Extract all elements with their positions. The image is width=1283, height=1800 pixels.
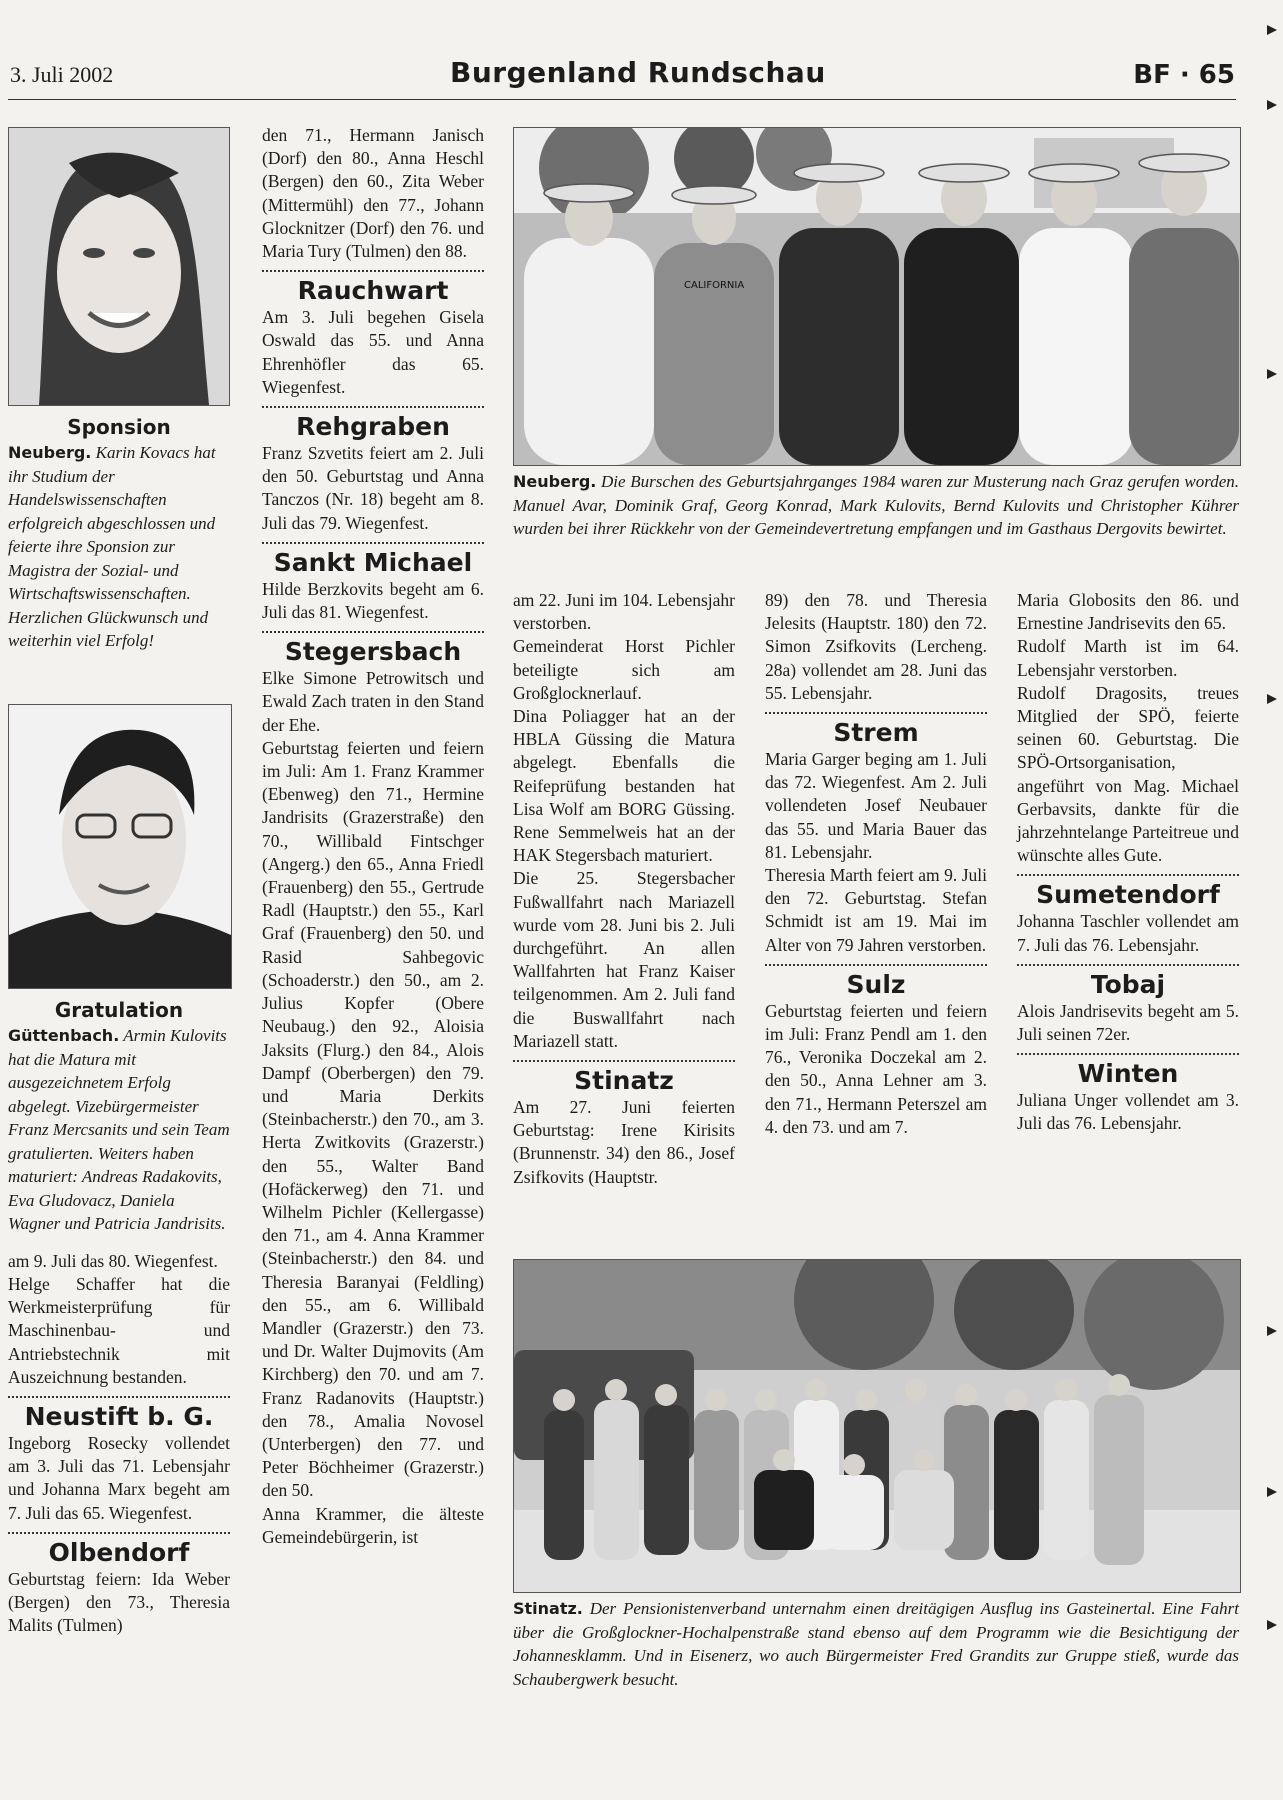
paragraph: Maria Globosits den 86. und Ernestine Jandrisevits den 65. xyxy=(1017,590,1239,634)
section-heading-sponsion: Sponsion xyxy=(67,415,171,439)
section-heading-tobaj: Tobaj xyxy=(1090,969,1166,999)
section-heading-stegersbach: Stegersbach xyxy=(284,637,462,667)
paragraph: 89) den 78. und Theresia Jelesits (Hauptstr. 180) den 72. Simon Zsifkovits (Lercheng. 28a) vollendet am 28. Juni das 55. Lebensjahr. xyxy=(765,590,987,703)
paragraph: Geburtstag feiern: Ida Weber (Bergen) den 73., Theresia Malits (Tulmen) xyxy=(8,1568,230,1636)
paragraph: Rudolf Marth ist im 64. Lebensjahr verstorben. xyxy=(1017,636,1239,680)
dotted-separator xyxy=(765,964,987,966)
section-heading-sumetendorf: Sumetendorf xyxy=(1036,880,1220,910)
paragraph: Theresia Marth feiert am 9. Juli den 72. Geburtstag. Stefan Schmidt ist am 19. Mai im Alter von 79 Jahren verstorben. xyxy=(765,865,987,955)
dotted-separator xyxy=(765,712,987,714)
dotted-separator xyxy=(8,1396,230,1398)
paragraph: Gemeinderat Horst Pichler beteiligte sich am Großglocknerlauf. xyxy=(513,636,735,703)
margin-marker xyxy=(1267,1620,1277,1630)
dotted-separator xyxy=(513,1060,735,1062)
paragraph: Hilde Berzkovits begeht am 6. Juli das 81. Wiegenfest. xyxy=(262,578,484,623)
header-rule xyxy=(8,99,1236,100)
dotted-separator xyxy=(1017,874,1239,876)
paragraph: Elke Simone Petrowitsch und Ewald Zach traten in den Stand der Ehe. xyxy=(262,668,484,735)
section-heading-rauchwart: Rauchwart xyxy=(297,276,449,306)
dotted-separator xyxy=(8,1532,230,1534)
dotted-separator xyxy=(262,542,484,544)
dotted-separator xyxy=(1017,1053,1239,1055)
portrait-karin-kovacs xyxy=(8,127,230,406)
paragraph: Anna Krammer, die älteste Gemeindebürgerin, ist xyxy=(262,1503,484,1547)
section-heading-sankt-michael: Sankt Michael xyxy=(273,547,473,577)
issue-date: 3. Juli 2002 xyxy=(10,62,114,87)
photo-stinatz-pensioners xyxy=(513,1259,1241,1593)
caption-place: Güttenbach. xyxy=(8,1026,120,1046)
dotted-separator xyxy=(262,631,484,633)
paragraph: am 22. Juni im 104. Lebensjahr verstorben. xyxy=(513,590,735,634)
section-heading-stinatz: Stinatz xyxy=(574,1066,674,1096)
section-heading-rehgraben: Rehgraben xyxy=(296,412,450,442)
margin-marker xyxy=(1267,1487,1277,1497)
paragraph: Geburtstag feierten und feiern im Juli: Am 1. Franz Krammer (Ebenweg) den 71., Hermine Jandrisits (Grazerstraße) den 70., Willibald Fintschger (Angerg.) den 65., Anna Friedl (Frauenberg) den 55., Gertrude Radl (Hauptstr.) den 55., Karl Graf (Frauenberg) den 50. und Rasid Sahbegovic (Schoaderstr.) den 50., am 2. Julius Kopfer (Obere Neubaug.) den 92., Aloisia Jaksits (Flurg.) den 84., Alois Dampf (Oberbergen) den 79. und Maria Derkits (Steinbacherstr.) den 70., am 3. Herta Zwitkovits (Grazerstr.) den 55., Walter Band (Hofäckerweg) den 71. und Wilhelm Pichler (Kellergasse) den 71., am 4. Anna Krammer (Steinbacherstr.) den 84. und Theresia Baranyai (Feldling) den 55., am 6. Willibald Mandler (Grazerstr.) den 73. und Dr. Walter Dujmovits (Am Kirchberg) den 70. und am 7. Franz Radanovits (Hauptstr.) den 78., Amalia Novosel (Unterbergen) den 77. und Peter Böchheimer (Grazerstr.) den 50. xyxy=(262,737,484,1501)
paragraph: Alois Jandrisevits begeht am 5. Juli seinen 72er. xyxy=(1017,1000,1239,1045)
margin-marker xyxy=(1267,694,1277,704)
caption-text: Die Burschen des Geburtsjahrganges 1984 waren zur Musterung nach Graz gerufen worden. Manuel Avar, Dominik Graf, Georg Konrad, Mark Kulovits, Bernd Kulovits und Christopher Kührer wurden bei ihrer Rückkehr von der Gemeindevertretung empfangen und im Gasthaus Dergovits bewirtet. xyxy=(513,472,1240,538)
page-number: BF · 65 xyxy=(1133,60,1235,90)
section-heading-winten: Winten xyxy=(1077,1059,1179,1089)
section-heading-gratulation: Gratulation xyxy=(54,998,184,1022)
margin-marker xyxy=(1267,25,1277,35)
paragraph: Helge Schaffer hat die Werkmeisterprüfung für Maschinenbau- und Antriebstechnik mit Auszeichnung bestanden. xyxy=(8,1273,230,1387)
section-heading-neustift: Neustift b. G. xyxy=(24,1401,214,1431)
caption-place: Neuberg. xyxy=(8,443,92,463)
dotted-separator xyxy=(262,270,484,272)
section-heading-sulz: Sulz xyxy=(846,969,906,999)
paragraph: Johanna Taschler vollendet am 7. Juli das 76. Lebensjahr. xyxy=(1017,911,1239,955)
caption-text: Der Pensionistenverband unternahm einen dreitägigen Ausflug ins Gasteinertal. Eine Fahrt über die Großglockner-Hochalpenstraße stand ebenso auf dem Programm wie die Besichtigung der Johannesklamm. Und in Eisenerz, wo auch Bürgermeister Fred Grandits zur Gruppe stieß, wurde das Schaubergwerk besucht. xyxy=(513,1599,1239,1689)
paragraph: Geburtstag feierten und feiern im Juli: Franz Pendl am 1. den 76., Veronika Doczekal am 2. den 50., Anna Lehner am 3. den 71., Hermann Peterszel am 4. den 73. und am 7. xyxy=(765,1000,987,1137)
paragraph: Die 25. Stegersbacher Fußwallfahrt nach Mariazell wurde vom 28. Juni bis 2. Juli durchgeführt. An allen Wallfahrten hat Franz Kaiser teilgenommen. Am 2. Juli fand die Buswallfahrt nach Mariazell statt. xyxy=(513,868,735,1051)
paragraph: Am 3. Juli begehen Gisela Oswald das 55. und Anna Ehrenhöfler das 65. Wiegenfest. xyxy=(262,307,484,397)
dotted-separator xyxy=(262,406,484,408)
caption-place: Neuberg. xyxy=(513,472,597,491)
margin-marker xyxy=(1267,1326,1277,1336)
photo-neuberg-youths xyxy=(513,127,1241,466)
section-heading-strem: Strem xyxy=(833,718,919,748)
paragraph: Am 27. Juni feierten Geburtstag: Irene Kirisits (Brunnenstr. 34) den 86., Josef Zsifkovits (Hauptstr. xyxy=(513,1097,735,1187)
shirt-print: CALIFORNIA xyxy=(684,280,745,291)
paragraph: Rudolf Dragosits, treues Mitglied der SPÖ, feierte seinen 60. Geburtstag. Die SPÖ-Ortsorganisation, angeführt von Mag. Michael Gerbavsits, dankte für die jahrzehntelange Parteitreue und wünschte alles Gute. xyxy=(1017,682,1239,866)
paragraph: den 71., Hermann Janisch (Dorf) den 80., Anna Heschl (Bergen) den 60., Zita Weber (Mittermühl) den 77., Johann Glocknitzer (Dorf) den 76. und Maria Tury (Tulmen) den 88. xyxy=(262,125,484,262)
paragraph: Maria Garger beging am 1. Juli das 72. Wiegenfest. Am 2. Juli vollendeten Josef Neubauer das 55. und Maria Bauer das 81. Lebensjahr. xyxy=(765,749,987,862)
caption-text: Karin Kovacs hat ihr Studium der Handelswissenschaften erfolgreich abgeschlossen und feierte ihre Sponsion zur Magistra der Sozial- und Wirtschaftswissenschaften. Herzlichen Glückwunsch und weiterhin viel Erfolg! xyxy=(8,443,216,651)
margin-marker xyxy=(1267,369,1277,379)
dotted-separator xyxy=(1017,964,1239,966)
caption-place: Stinatz. xyxy=(513,1599,583,1618)
paragraph: Dina Poliagger hat an der HBLA Güssing die Matura abgelegt. Ebenfalls die Reifeprüfung bestanden hat Lisa Wolf am BORG Güssing. Rene Semmelweis hat an der HAK Stegersbach maturiert. xyxy=(513,706,735,866)
paragraph: Juliana Unger vollendet am 3. Juli das 76. Lebensjahr. xyxy=(1017,1090,1239,1134)
caption-text: Armin Kulovits hat die Matura mit ausgezeichnetem Erfolg abgelegt. Vizebürgermeister Franz Mercsanits und sein Team gratulierten. Weiters haben maturiert: Andreas Radakovits, Eva Gludovacz, Daniela Wagner und Patricia Jandrisits. xyxy=(8,1026,230,1234)
portrait-armin-kulovits xyxy=(8,704,232,989)
paragraph: am 9. Juli das 80. Wiegenfest. xyxy=(8,1250,218,1271)
section-heading-olbendorf: Olbendorf xyxy=(48,1537,190,1567)
newspaper-title: Burgenland Rundschau xyxy=(450,56,826,89)
paragraph: Franz Szvetits feiert am 2. Juli den 50. Geburtstag und Anna Tanczos (Nr. 18) begeht am 8. Juli das 79. Wiegenfest. xyxy=(262,443,484,533)
paragraph: Ingeborg Rosecky vollendet am 3. Juli das 71. Lebensjahr und Johanna Marx begeht am 7. Juli das 65. Wiegenfest. xyxy=(8,1432,230,1523)
margin-marker xyxy=(1267,100,1277,110)
